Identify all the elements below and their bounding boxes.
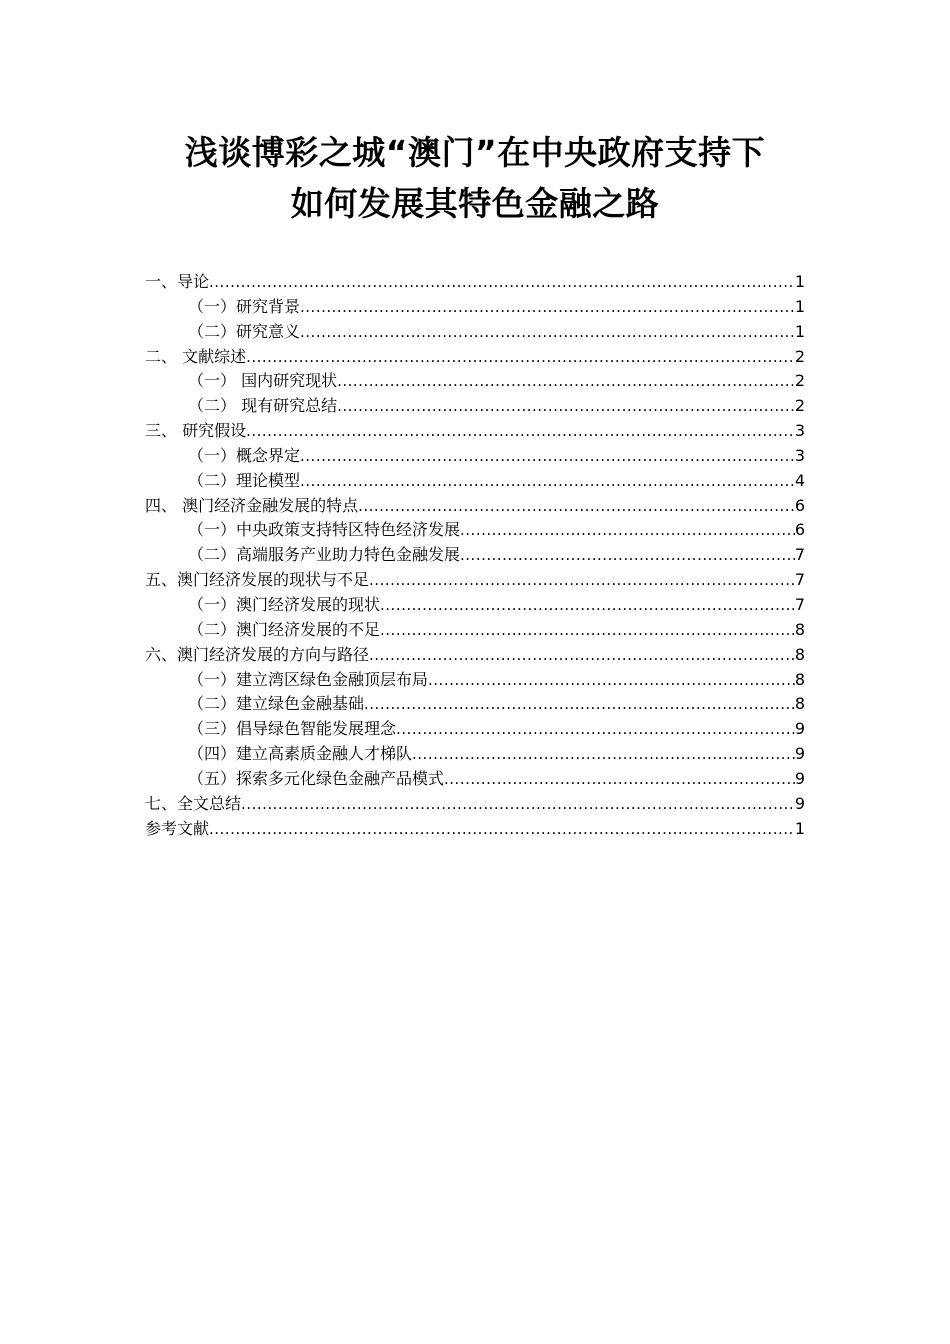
toc-dot-leader	[364, 692, 795, 717]
toc-entry[interactable]	[145, 543, 805, 568]
toc-entry-label: 五、澳门经济发展的现状与不足	[145, 570, 370, 590]
toc-entry[interactable]	[145, 419, 805, 444]
toc-entry-label: 七、全文总结	[145, 793, 242, 813]
toc-entry-label: （二）研究意义	[188, 321, 301, 341]
toc-entry[interactable]	[145, 518, 805, 543]
toc-dot-leader	[412, 742, 795, 767]
toc-entry-label: （一）研究背景	[188, 296, 301, 316]
toc-entry-label: （二）理论模型	[188, 470, 301, 490]
toc-entry[interactable]	[145, 369, 805, 394]
toc-dot-leader	[337, 394, 795, 419]
toc-dot-leader	[300, 295, 795, 320]
toc-entry-page-number: 1	[794, 296, 805, 316]
toc-entry-page-number: 3	[794, 445, 805, 465]
toc-dot-leader	[300, 444, 795, 469]
toc-entry-page-number: 8	[794, 669, 805, 689]
toc-entry-label: 四、 澳门经济金融发展的特点	[145, 495, 359, 515]
toc-dot-leader	[246, 345, 795, 370]
toc-dot-leader	[300, 469, 795, 494]
toc-entry-label: （一）中央政策支持特区特色经济发展	[188, 520, 461, 540]
toc-entry[interactable]	[145, 742, 805, 767]
toc-dot-leader	[246, 419, 795, 444]
toc-entry-page-number: 9	[794, 768, 805, 788]
document-title-line-2: 如何发展其特色金融之路	[290, 184, 660, 223]
toc-entry-page-number: 7	[794, 570, 805, 590]
toc-dot-leader	[460, 543, 795, 568]
toc-dot-leader	[300, 320, 795, 345]
toc-entry-label: （五）探索多元化绿色金融产品模式	[188, 768, 445, 788]
toc-entry-page-number: 8	[794, 644, 805, 664]
toc-entry-page-number: 3	[794, 421, 805, 441]
toc-entry-label: 参考文献	[145, 818, 210, 838]
toc-entry-page-number: 6	[794, 495, 805, 515]
toc-entry-label: （二）建立绿色金融基础	[188, 694, 365, 714]
toc-entry[interactable]	[145, 270, 805, 295]
toc-entry-page-number: 7	[794, 545, 805, 565]
toc-entry-page-number: 9	[794, 744, 805, 764]
toc-dot-leader	[444, 767, 795, 792]
toc-entry-label: （二） 现有研究总结	[188, 396, 338, 416]
toc-dot-leader	[209, 270, 795, 295]
toc-entry-label: （一） 国内研究现状	[188, 371, 338, 391]
toc-entry-label: （一）概念界定	[188, 445, 301, 465]
toc-entry-label: （二）高端服务产业助力特色金融发展	[188, 545, 461, 565]
toc-entry[interactable]	[145, 668, 805, 693]
toc-dot-leader	[209, 817, 795, 842]
toc-entry-label: （二）澳门经济发展的不足	[188, 619, 381, 639]
toc-entry-page-number: 7	[794, 594, 805, 614]
toc-entry-page-number: 1	[794, 818, 805, 838]
toc-entry[interactable]	[145, 295, 805, 320]
table-of-contents	[145, 270, 805, 841]
toc-entry-label: 六、澳门经济发展的方向与路径	[145, 644, 370, 664]
toc-entry[interactable]	[145, 320, 805, 345]
toc-dot-leader	[369, 568, 795, 593]
toc-entry-label: 三、 研究假设	[145, 421, 247, 441]
document-title-line-1: 浅谈博彩之城“澳门”在中央政府支持下	[184, 133, 766, 172]
toc-entry-page-number: 9	[794, 719, 805, 739]
toc-dot-leader	[380, 618, 795, 643]
toc-entry[interactable]	[145, 593, 805, 618]
toc-entry[interactable]	[145, 692, 805, 717]
toc-dot-leader	[428, 668, 795, 693]
toc-entry-label: （四）建立高素质金融人才梯队	[188, 744, 413, 764]
toc-entry-page-number: 1	[794, 321, 805, 341]
toc-dot-leader	[460, 518, 795, 543]
toc-dot-leader	[241, 792, 795, 817]
toc-entry[interactable]	[145, 568, 805, 593]
toc-dot-leader	[358, 494, 795, 519]
toc-entry[interactable]	[145, 494, 805, 519]
toc-entry-page-number: 8	[794, 694, 805, 714]
toc-entry[interactable]	[145, 792, 805, 817]
toc-entry[interactable]	[145, 394, 805, 419]
toc-entry-page-number: 8	[794, 619, 805, 639]
toc-entry-label: （三）倡导绿色智能发展理念	[188, 719, 397, 739]
toc-entry[interactable]	[145, 817, 805, 842]
toc-entry-label: 二、 文献综述	[145, 346, 247, 366]
toc-entry-label: 一、导论	[145, 272, 210, 291]
toc-entry-page-number: 6	[794, 520, 805, 540]
toc-entry[interactable]	[145, 345, 805, 370]
toc-entry-label: （一）澳门经济发展的现状	[188, 594, 381, 614]
toc-entry-page-number: 4	[794, 470, 805, 490]
toc-entry-page-number: 2	[794, 346, 805, 366]
toc-dot-leader	[369, 643, 795, 668]
toc-entry-page-number: 9	[794, 793, 805, 813]
toc-dot-leader	[337, 369, 795, 394]
toc-entry[interactable]	[145, 444, 805, 469]
toc-entry[interactable]	[145, 643, 805, 668]
toc-entry-label: （一）建立湾区绿色金融顶层布局	[188, 669, 429, 689]
toc-entry[interactable]	[145, 618, 805, 643]
toc-dot-leader	[396, 717, 795, 742]
toc-entry-page-number: 2	[794, 396, 805, 416]
toc-dot-leader	[380, 593, 795, 618]
toc-entry-page-number: 2	[794, 371, 805, 391]
toc-entry-page-number: 1	[794, 272, 805, 291]
toc-entry[interactable]	[145, 469, 805, 494]
toc-entry[interactable]	[145, 717, 805, 742]
toc-entry[interactable]	[145, 767, 805, 792]
